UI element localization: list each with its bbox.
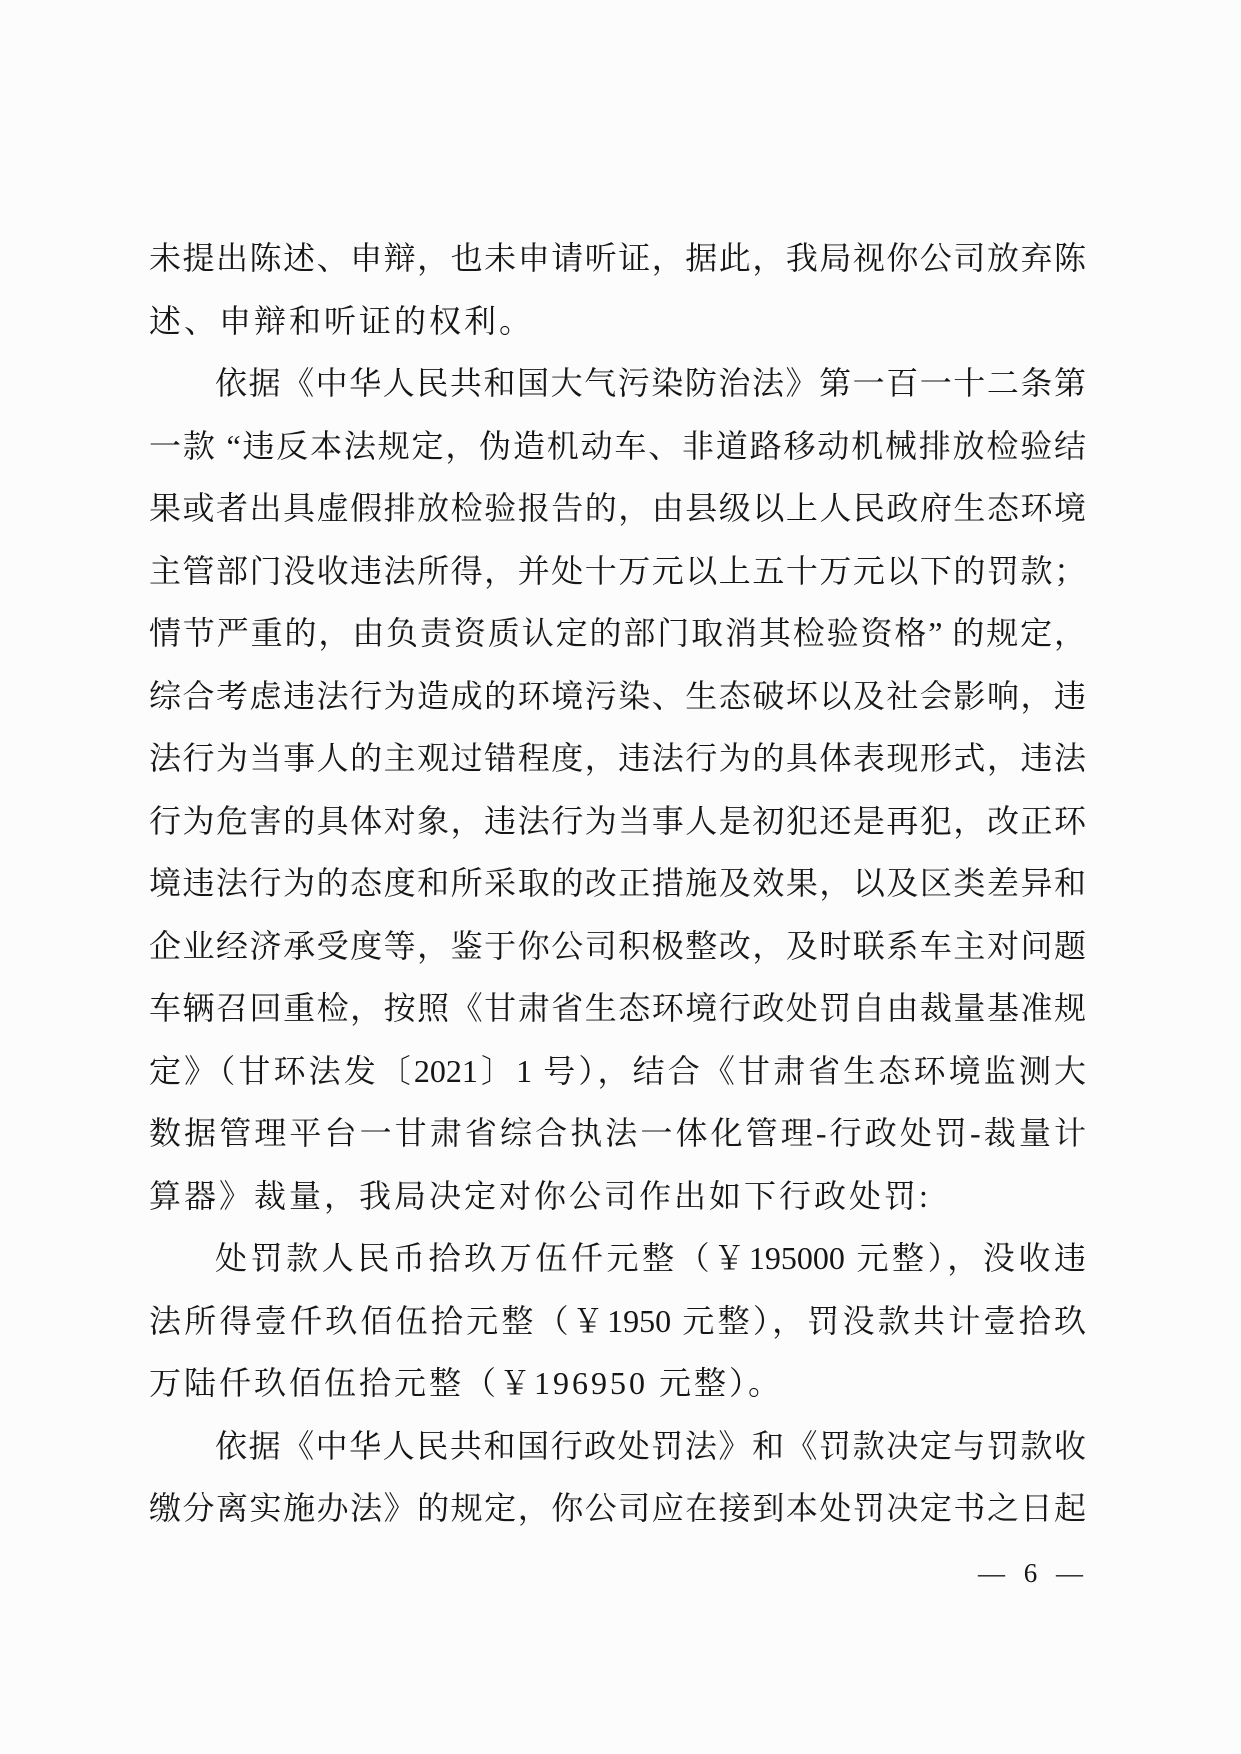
- text-line: 未提出陈述、申辩，也未申请听证，据此，我局视你公司放弃陈: [149, 240, 1086, 276]
- text-line: 综合考虑违法行为造成的环境污染、生态破坏以及社会影响，违: [149, 677, 1086, 714]
- text-line: 车辆召回重检，按照《甘肃省生态环境行政处罚自由裁量基准规: [149, 990, 1086, 1026]
- text-line: 情节严重的，由负责资质认定的部门取消其检验资格” 的规定，: [149, 615, 1086, 651]
- text-line: 依据《中华人民共和国行政处罚法》和《罚款决定与罚款收: [215, 1427, 1086, 1464]
- text-line: 依据《中华人民共和国大气污染防治法》第一百一十二条第: [215, 365, 1086, 401]
- text-line: 处罚款人民币拾玖万伍仟元整（￥195000 元整），没收违: [215, 1240, 1086, 1276]
- text-line: 定》（甘环法发〔2021〕1 号），结合《甘肃省生态环境监测大: [149, 1052, 1086, 1089]
- text-line: 算器》裁量，我局决定对你公司作出如下行政处罚:: [149, 1177, 931, 1214]
- text-line: 万陆仟玖佰伍拾元整（￥196950 元整）。: [149, 1365, 784, 1401]
- text-line: 数据管理平台一甘肃省综合执法一体化管理-行政处罚-裁量计: [149, 1115, 1086, 1151]
- page-number: — 6 —: [978, 1558, 1089, 1588]
- text-line: 主管部门没收违法所得，并处十万元以上五十万元以下的罚款；: [149, 552, 1086, 589]
- text-line: 法所得壹仟玖佰伍拾元整（￥1950 元整），罚没款共计壹拾玖: [149, 1302, 1086, 1339]
- text-line: 行为危害的具体对象，违法行为当事人是初犯还是再犯，改正环: [149, 802, 1086, 839]
- text-line: 境违法行为的态度和所采取的改正措施及效果，以及区类差异和: [149, 865, 1086, 901]
- text-line: 法行为当事人的主观过错程度，违法行为的具体表现形式，违法: [149, 740, 1086, 776]
- text-line: 缴分离实施办法》的规定，你公司应在接到本处罚决定书之日起: [149, 1490, 1086, 1526]
- text-line: 述、申辩和听证的权利。: [149, 302, 535, 339]
- text-line: 一款 “违反本法规定，伪造机动车、非道路移动机械排放检验结: [149, 427, 1086, 464]
- document-body: [149, 227, 1086, 1540]
- text-line: 果或者出具虚假排放检验报告的，由县级以上人民政府生态环境: [149, 490, 1086, 526]
- text-line: 企业经济承受度等，鉴于你公司积极整改，及时联系车主对问题: [149, 927, 1086, 964]
